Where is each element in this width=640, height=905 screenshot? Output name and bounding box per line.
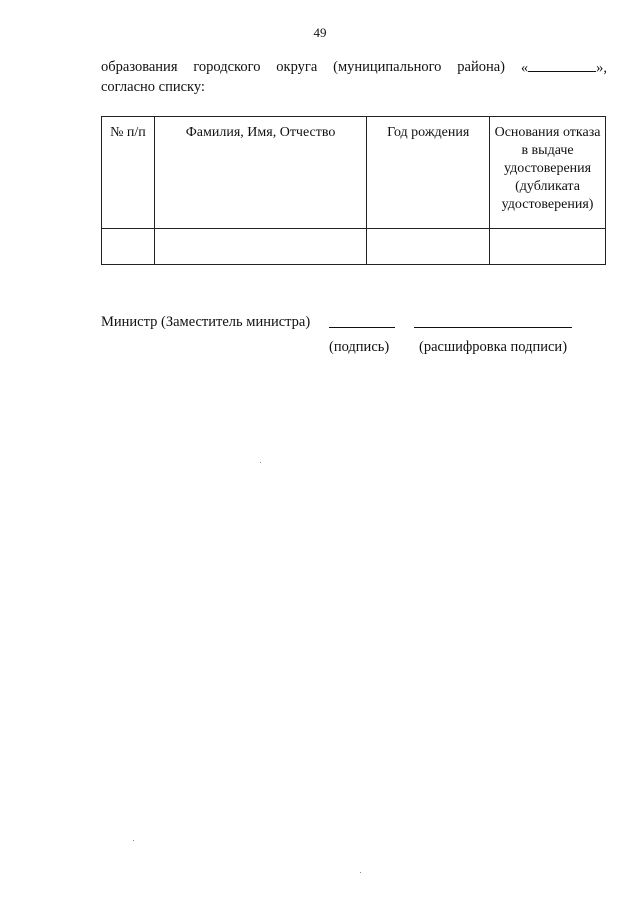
cell-full-name — [154, 229, 366, 265]
cell-refusal-reason — [490, 229, 606, 265]
signature-decoding-caption: (расшифровка подписи) — [419, 339, 568, 355]
intro-word: округа — [276, 59, 318, 75]
intro-paragraph — [101, 58, 607, 97]
refusal-table — [101, 116, 606, 265]
header-full-name: Фамилия, Имя, Отчество — [154, 117, 366, 229]
header-refusal-reason: Основания отказа в выдаче удостоверения (дубликата удостоверения) — [490, 117, 606, 229]
intro-word: (муниципального — [333, 59, 442, 75]
signatory-title: Министр (Заместитель министра) — [101, 314, 311, 330]
intro-word: района) — [457, 59, 505, 75]
quote-open: « — [520, 60, 529, 76]
intro-line-1 — [101, 58, 607, 78]
blank-underline — [528, 58, 596, 72]
table-header-row — [102, 117, 606, 229]
quote-close: », — [596, 60, 607, 76]
signature-decoding-line — [414, 327, 572, 328]
scan-speck — [260, 462, 261, 463]
intro-line-2: согласно списку: — [101, 79, 205, 95]
header-birth-year: Год рождения — [367, 117, 490, 229]
signature-caption: (подпись) — [329, 339, 390, 355]
table-row — [102, 229, 606, 265]
page-number: 49 — [313, 25, 327, 40]
cell-birth-year — [367, 229, 490, 265]
signature-line — [329, 327, 395, 328]
header-number: № п/п — [102, 117, 155, 229]
cell-number — [102, 229, 155, 265]
scan-speck — [360, 872, 361, 873]
district-name-blank — [521, 58, 607, 78]
intro-word: городского — [193, 59, 261, 75]
scan-speck — [133, 840, 134, 841]
intro-word: образования — [101, 59, 178, 75]
